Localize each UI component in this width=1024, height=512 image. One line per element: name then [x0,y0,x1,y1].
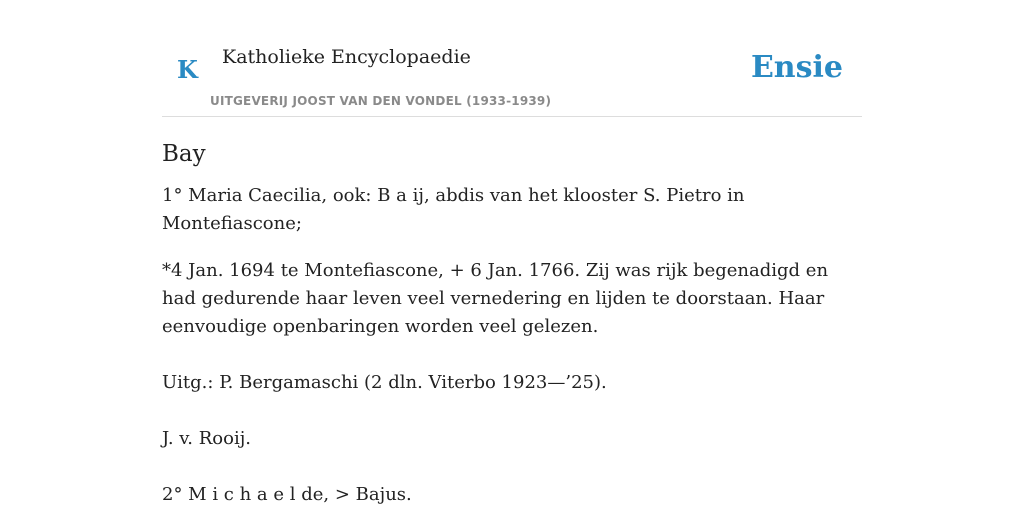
entry-title: Bay [162,141,206,167]
entry-content [162,138,852,509]
entry-paragraph: 2° M i c h a e l de, > Bajus. [162,484,412,505]
entry-paragraph: Uitg.: P. Bergamaschi (2 dln. Viterbo 1923—’25). [162,372,607,393]
site-header [162,0,862,117]
entry-paragraph: 1° Maria Caecilia, ook: B a ij, abdis van het klooster S. Pietro in Montefiascone; [162,185,745,234]
site-title[interactable]: Katholieke Encyclopaedie [222,46,471,68]
entry-author: J. v. Rooij. [162,428,252,449]
publisher-subtitle: UITGEVERIJ JOOST VAN DEN VONDEL (1933-1939) [210,94,552,108]
brand-logo-link[interactable]: Ensie [750,50,843,85]
entry-paragraph: *4 Jan. 1694 te Montefiascone, + 6 Jan. 1766. Zij was rijk begenadigd en had gedurende haar leven veel vernedering en lijden te doorstaan. Haar eenvoudige openbaringen worden veel gelezen. [162,260,829,337]
site-logo[interactable]: K [177,55,198,84]
